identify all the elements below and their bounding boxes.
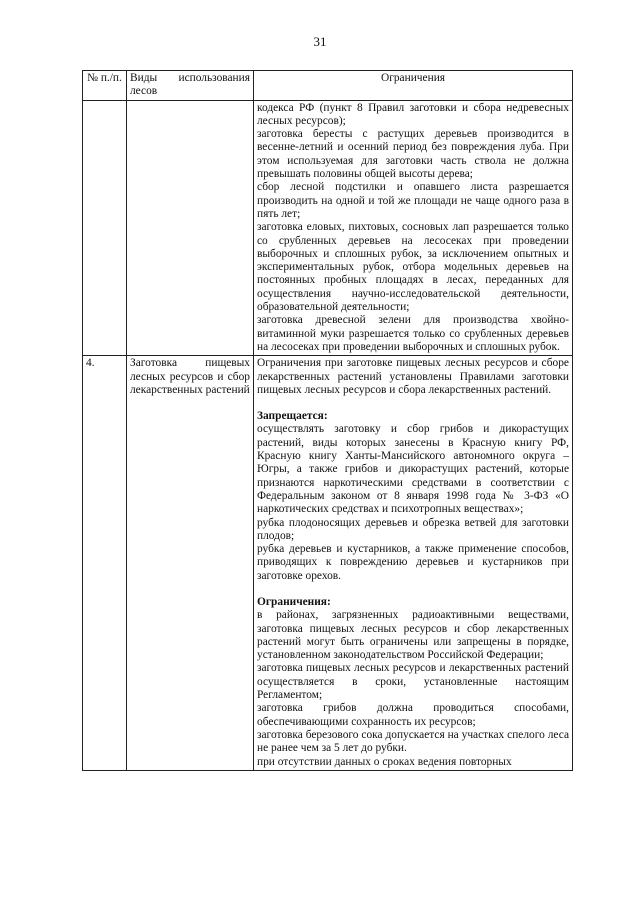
limits-item: заготовка березового сока допускается на участках спелого леса не ранее чем за 5 лет до рубки. bbox=[257, 728, 569, 755]
limits-item-cut: при отсутствии данных о сроках ведения повторных bbox=[257, 755, 512, 768]
header-number: № п./п. bbox=[83, 71, 127, 101]
cell-restrictions-row-4 bbox=[254, 356, 573, 771]
row-number: 4. bbox=[83, 356, 127, 771]
intro-paragraph: Ограничения при заготовке пищевых лесных ресурсов и сборе лекарственных растений установлены Правилами заготовки пищевых лесных ресурсов и сбора лекарственных растений. bbox=[257, 357, 569, 396]
restriction-line: кодекса РФ (пункт 8 Правил заготовки и сбора недревесных лесных ресурсов); bbox=[257, 101, 569, 127]
header-forest-use: Виды использования лесов bbox=[127, 71, 254, 101]
restriction-line: заготовка древесной зелени для производства хвойно-витаминной муки разрешается только со срубленных деревьев на лесосеках при проведении выборочных и сплошных рубок. bbox=[257, 314, 569, 353]
table-row-4 bbox=[83, 356, 573, 771]
limits-item: заготовка пищевых лесных ресурсов и лекарственных растений осуществляется в сроки, установленные настоящим Регламентом; bbox=[257, 662, 569, 702]
table-header-row bbox=[83, 71, 573, 101]
restrictions-table bbox=[82, 70, 573, 771]
table-row-continued bbox=[83, 100, 573, 356]
page-number: 31 bbox=[313, 34, 327, 49]
prohibited-item: рубка деревьев и кустарников, а также применение способов, приводящих к повреждению деревьев и кустарников при заготовке орехов. bbox=[257, 543, 569, 582]
prohibited-item: осуществлять заготовку и сбор грибов и дикорастущих растений, виды которых занесены в Красную книгу РФ, Красную книгу Ханты-Мансийского автономного округа – Югры, а также грибов и дикорастущих растений, которые признаются наркотическими средствами в соответствии с Федеральным законом от 8 января 1998 года № 3-ФЗ «О наркотических средствах и психотропных веществах»; bbox=[257, 423, 569, 516]
prohibited-heading: Запрещается: bbox=[257, 410, 328, 423]
header-restrictions: Ограничения bbox=[254, 71, 573, 101]
prohibited-item: рубка плодоносящих деревьев и обрезка ветвей для заготовки плодов; bbox=[257, 516, 569, 542]
cell-use-empty bbox=[127, 100, 254, 356]
row-forest-use: Заготовка пищевых лесных ресурсов и сбор лекарственных растений bbox=[127, 356, 254, 771]
limits-item: заготовка грибов должна проводиться способами, обеспечивающими сохранность их ресурсов; bbox=[257, 702, 569, 728]
limits-heading: Ограничения: bbox=[257, 595, 331, 608]
restriction-line: сбор лесной подстилки и опавшего листа разрешается производить на одной и той же площади не чаще одного раза в пять лет; bbox=[257, 181, 569, 220]
limits-item: в районах, загрязненных радиоактивными веществами, заготовка пищевых лесных ресурсов и сбор лекарственных растений могут быть ограничены или запрещены в порядке, установленном законодательством Российской Федерации; bbox=[257, 609, 569, 662]
cell-number-empty bbox=[83, 100, 127, 356]
restriction-line: заготовка бересты с растущих деревьев производится в весенне-летний и осенний период без повреждения луба. При этом используемая для заготовки часть ствола не должна превышать половины общей высоты дерева; bbox=[257, 128, 569, 181]
restriction-line: заготовка еловых, пихтовых, сосновых лап разрешается только со срубленных деревьев на лесосеках при проведении выборочных и сплошных рубок, за исключением опытных и экспериментальных рубок, отбора модельных деревьев на постоянных пробных площадях в лесах, переданных для осуществления научно-исследовательской деятельности, образовательной деятельности; bbox=[257, 221, 569, 314]
cell-restrictions-continued bbox=[254, 100, 573, 356]
